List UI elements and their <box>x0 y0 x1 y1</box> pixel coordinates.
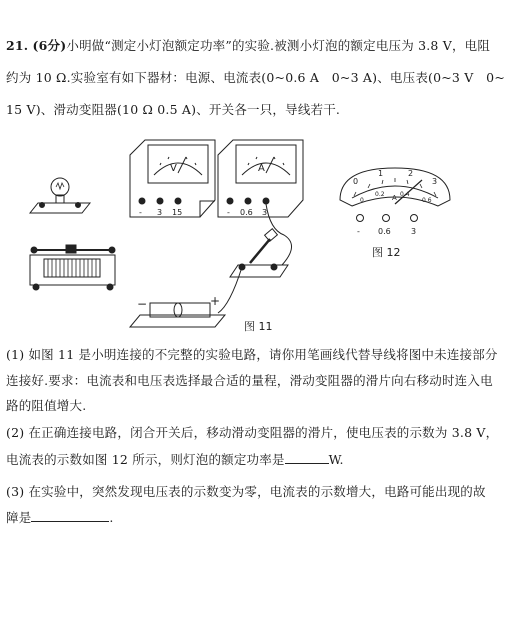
fault-answer-blank[interactable] <box>31 521 109 522</box>
voltmeter-symbol: V <box>170 163 177 174</box>
ammeter-symbol: A <box>258 163 265 174</box>
voltmeter-terminal-3: 3 <box>157 208 163 217</box>
part1-line-3: 路的阻值增大. <box>6 398 87 413</box>
stem-line-2: 约为 10 Ω.实验室有如下器材：电源、电流表(0~0.6 A 0~3 A)、电压表(0~3 V 0~ <box>6 70 505 85</box>
stem-text-1: 小明做“测定小灯泡额定功率”的实验.被测小灯泡的额定电压为 3.8 V，电阻 <box>66 38 491 53</box>
part2-line-1: (2) 在正确连接电路，闭合开关后，移动滑动变阻器的滑片，使电压表的示数为 3.8 V， <box>6 425 499 440</box>
power-answer-blank[interactable] <box>285 463 329 464</box>
dial-top-1: 1 <box>378 169 384 178</box>
dial-bottom-04: 0.4 <box>400 191 410 198</box>
ammeter-terminal-3: 3 <box>262 208 268 217</box>
dial-top-2: 2 <box>408 169 414 178</box>
dial-top-3: 3 <box>432 177 438 186</box>
switch <box>230 229 288 277</box>
part3-text-before: 障是 <box>6 510 32 525</box>
figure-12-ammeter-dial <box>330 160 460 240</box>
part3-line-2 <box>6 508 114 526</box>
part1-line-1: (1) 如图 11 是小明连接的不完整的实验电路，请你用笔画线代替导线将图中未连接部分 <box>6 347 498 362</box>
part1-line-2: 连接好.要求：电流表和电压表选择最合适的量程，滑动变阻器的滑片向右移动时连入电 <box>6 373 493 388</box>
question-number: 21. <box>6 38 29 53</box>
voltmeter-terminal-15: 15 <box>172 208 183 217</box>
rheostat <box>30 245 115 290</box>
stem-line-1 <box>6 36 490 54</box>
light-bulb <box>30 178 90 213</box>
part3-line-1: (3) 在实验中，突然发现电压表的示数变为零，电流表的示数增大，电路可能出现的故 <box>6 484 486 499</box>
stem-line-3: 15 V)、滑动变阻器(10 Ω 0.5 A)、开关各一只，导线若干. <box>6 102 341 117</box>
dial-terminal-3: 3 <box>411 227 417 236</box>
dial-terminal-neg: - <box>357 227 360 236</box>
dial-terminal-06: 0.6 <box>378 227 391 236</box>
part2-line-2 <box>6 450 344 468</box>
battery-minus-sign: − <box>137 297 148 311</box>
dial-bottom-0: 0 <box>360 197 364 204</box>
ammeter-terminal-06: 0.6 <box>240 208 253 217</box>
part3-text-after: . <box>109 510 114 525</box>
battery <box>130 294 225 327</box>
dial-top-0: 0 <box>353 177 359 186</box>
dial-bottom-02: 0.2 <box>375 191 385 198</box>
part2-text-before: 电流表的示数如图 12 所示，则灯泡的额定功率是 <box>6 452 285 467</box>
figure-11-caption: 图 11 <box>244 320 273 333</box>
dial-bottom-06: 0.6 <box>422 197 432 204</box>
ammeter-terminal-neg: - <box>227 208 230 217</box>
question-score: (6分) <box>32 38 67 53</box>
voltmeter <box>130 140 215 217</box>
figure-12-caption: 图 12 <box>372 246 401 259</box>
part2-text-after: W. <box>328 452 344 467</box>
voltmeter-terminal-neg: - <box>139 208 142 217</box>
figure-11-circuit <box>20 135 340 335</box>
dial-symbol: A <box>392 194 397 202</box>
ammeter <box>218 140 303 217</box>
battery-plus-sign: + <box>210 294 221 308</box>
